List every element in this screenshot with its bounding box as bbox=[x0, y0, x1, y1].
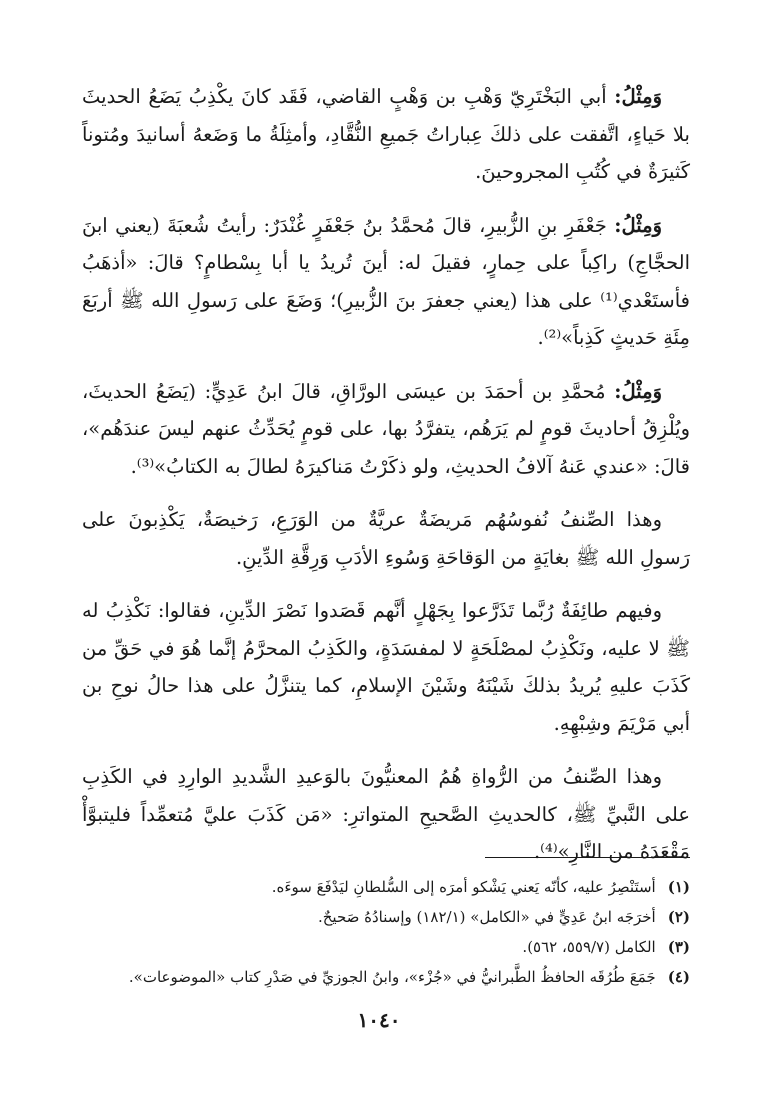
paragraph-text: وهذا الصِّنفُ نُفوسُهُم مَريضَةٌ عريَّةٌ من الوَرَعِ، رَخيصَةٌ، يَكْذِبونَ على رَسولِ الله ﷺ بغايَةٍ من الوَقاحَةِ وَسُوءِ الأدَبِ وَرِقَّةِ الدِّينِ. bbox=[82, 508, 690, 569]
paragraph-lead: وَمِثْلُ: bbox=[614, 85, 662, 108]
footnote-divider bbox=[485, 857, 690, 858]
paragraph-text: مُحمَّدِ بن أحمَدَ بن عيسَى الورَّاقِ، قالَ ابنُ عَدِيٍّ: (يَضَعُ الحديثَ، ويُلْزِقُ أحاديثَ قومٍ لم يَرَهُم، يتفرَّدُ بها، على قومٍ يُحَدِّثُ عنهم ليسَ عندَهُم»، قالَ: «عندي عَنهُ آلافُ الحديثِ، ولو ذكَرْتُ مَناكيرَهُ لطالَ به الكتابُ»⁽³⁾. bbox=[82, 379, 690, 478]
footnote-text: أخرَجَه ابنُ عَدِيٍّ في «الكامل» (١٨٢/١) وإسنادُهُ صَحيحٌ. bbox=[317, 908, 656, 926]
footnote-number: (٢) bbox=[667, 908, 690, 926]
paragraph-text: أبي البَخْتَرِيّ وَهْبِ بن وَهْبٍ القاضي، فَقَد كانَ يكْذِبُ يَضَعُ الحديثَ بلا حَياءٍ، اتَّفقت على ذلكَ عِباراتُ جَميعِ النُّقَّادِ، وأمثِلَةُ ما وَضَعهُ أسانيدَ ومُتوناً كَثيرَةٌ في كُتُبِ المجروحينَ. bbox=[82, 85, 690, 183]
page-number: ١٠٤٠ bbox=[357, 1008, 401, 1032]
paragraph-5 bbox=[82, 592, 690, 742]
paragraph-text: جَعْفَرِ بنِ الزُّبيرِ، قالَ مُحمَّدُ بنُ جَعْفَرٍ غُنْدَرٌ: رأيتُ شُعبَةَ (يعني ابنَ الحجَّاجِ) راكِباً على حِمارٍ، فقيلَ له: أينَ تُريدُ يا أبا بِسْطامٍ؟ قالَ: «أذهَبُ فأستَعْدي⁽¹⁾ على هذا (يعني جعفرَ بنَ الزُّبيرِ)؛ وَضَعَ على رَسولِ الله ﷺ أربَعَ مِئَةِ حَديثٍ كَذِباً»⁽²⁾. bbox=[82, 213, 690, 349]
footnote-number: (٤) bbox=[667, 968, 690, 986]
main-text bbox=[82, 78, 690, 887]
paragraph-4 bbox=[82, 501, 690, 576]
paragraph-text: وهذا الصِّنفُ من الرُّواةِ هُمُ المعنيُّونَ بالوَعيدِ الشَّديدِ الوارِدِ في الكَذِبِ على النَّبيِّ ﷺ، كالحديثِ الصَّحيحِ المتواترِ: «مَن كَذَبَ عليَّ مُتعمِّداً فليتبوَّأْ مَقْعَدَهُ من النَّارِ»⁽⁴⁾. bbox=[82, 765, 690, 863]
paragraph-3 bbox=[82, 373, 690, 486]
footnote-2 bbox=[82, 902, 690, 932]
footnote-1 bbox=[82, 872, 690, 902]
footnote-text: الكامل (٥٥٩/٧، ٥٦٢). bbox=[522, 938, 656, 956]
footnote-3 bbox=[82, 932, 690, 962]
paragraph-1 bbox=[82, 78, 690, 191]
paragraph-lead: وَمِثْلُ: bbox=[614, 379, 662, 403]
footnote-4 bbox=[82, 962, 690, 992]
footnotes-section bbox=[82, 857, 690, 992]
footnote-text: جَمَعَ طُرُقَه الحافظُ الطَّبرانيُّ في «جُزْء»، وابنُ الجوزيِّ في صَدْرِ كتاب «الموضوعات». bbox=[128, 968, 656, 986]
paragraph-6 bbox=[82, 758, 690, 871]
footnote-text: أستَنْصِرُ عليه، كأنّه يَعني يَشْكو أمرَه إلى السُّلطانِ ليَدْفَعَ سوءَه. bbox=[271, 878, 656, 896]
paragraph-lead: وَمِثْلُ: bbox=[614, 213, 662, 237]
paragraph-2 bbox=[82, 207, 690, 357]
footnote-number: (٣) bbox=[667, 938, 690, 956]
paragraph-text: وفيهم طائِفَةٌ رُبَّما تَذَرَّعوا بِجَهْلٍ أنَّهم قَصَدوا نَصْرَ الدِّينِ، فقالوا: نَكْذِبُ له ﷺ لا عليه، ونَكْذِبُ لمصْلَحَةٍ لا لمفسَدَةٍ، والكَذِبُ المحرَّمُ إنَّما هُوَ في حَقِّ من كَذَبَ عليهِ يُريدُ بذلكَ شَيْنَهُ وشَيْنَ الإسلامِ، كما يتنزَّلُ على هذا حالُ نوحِ بن أبي مَرْيَمَ وشِبْهِهِ. bbox=[82, 599, 690, 735]
footnote-number: (١) bbox=[667, 878, 690, 896]
